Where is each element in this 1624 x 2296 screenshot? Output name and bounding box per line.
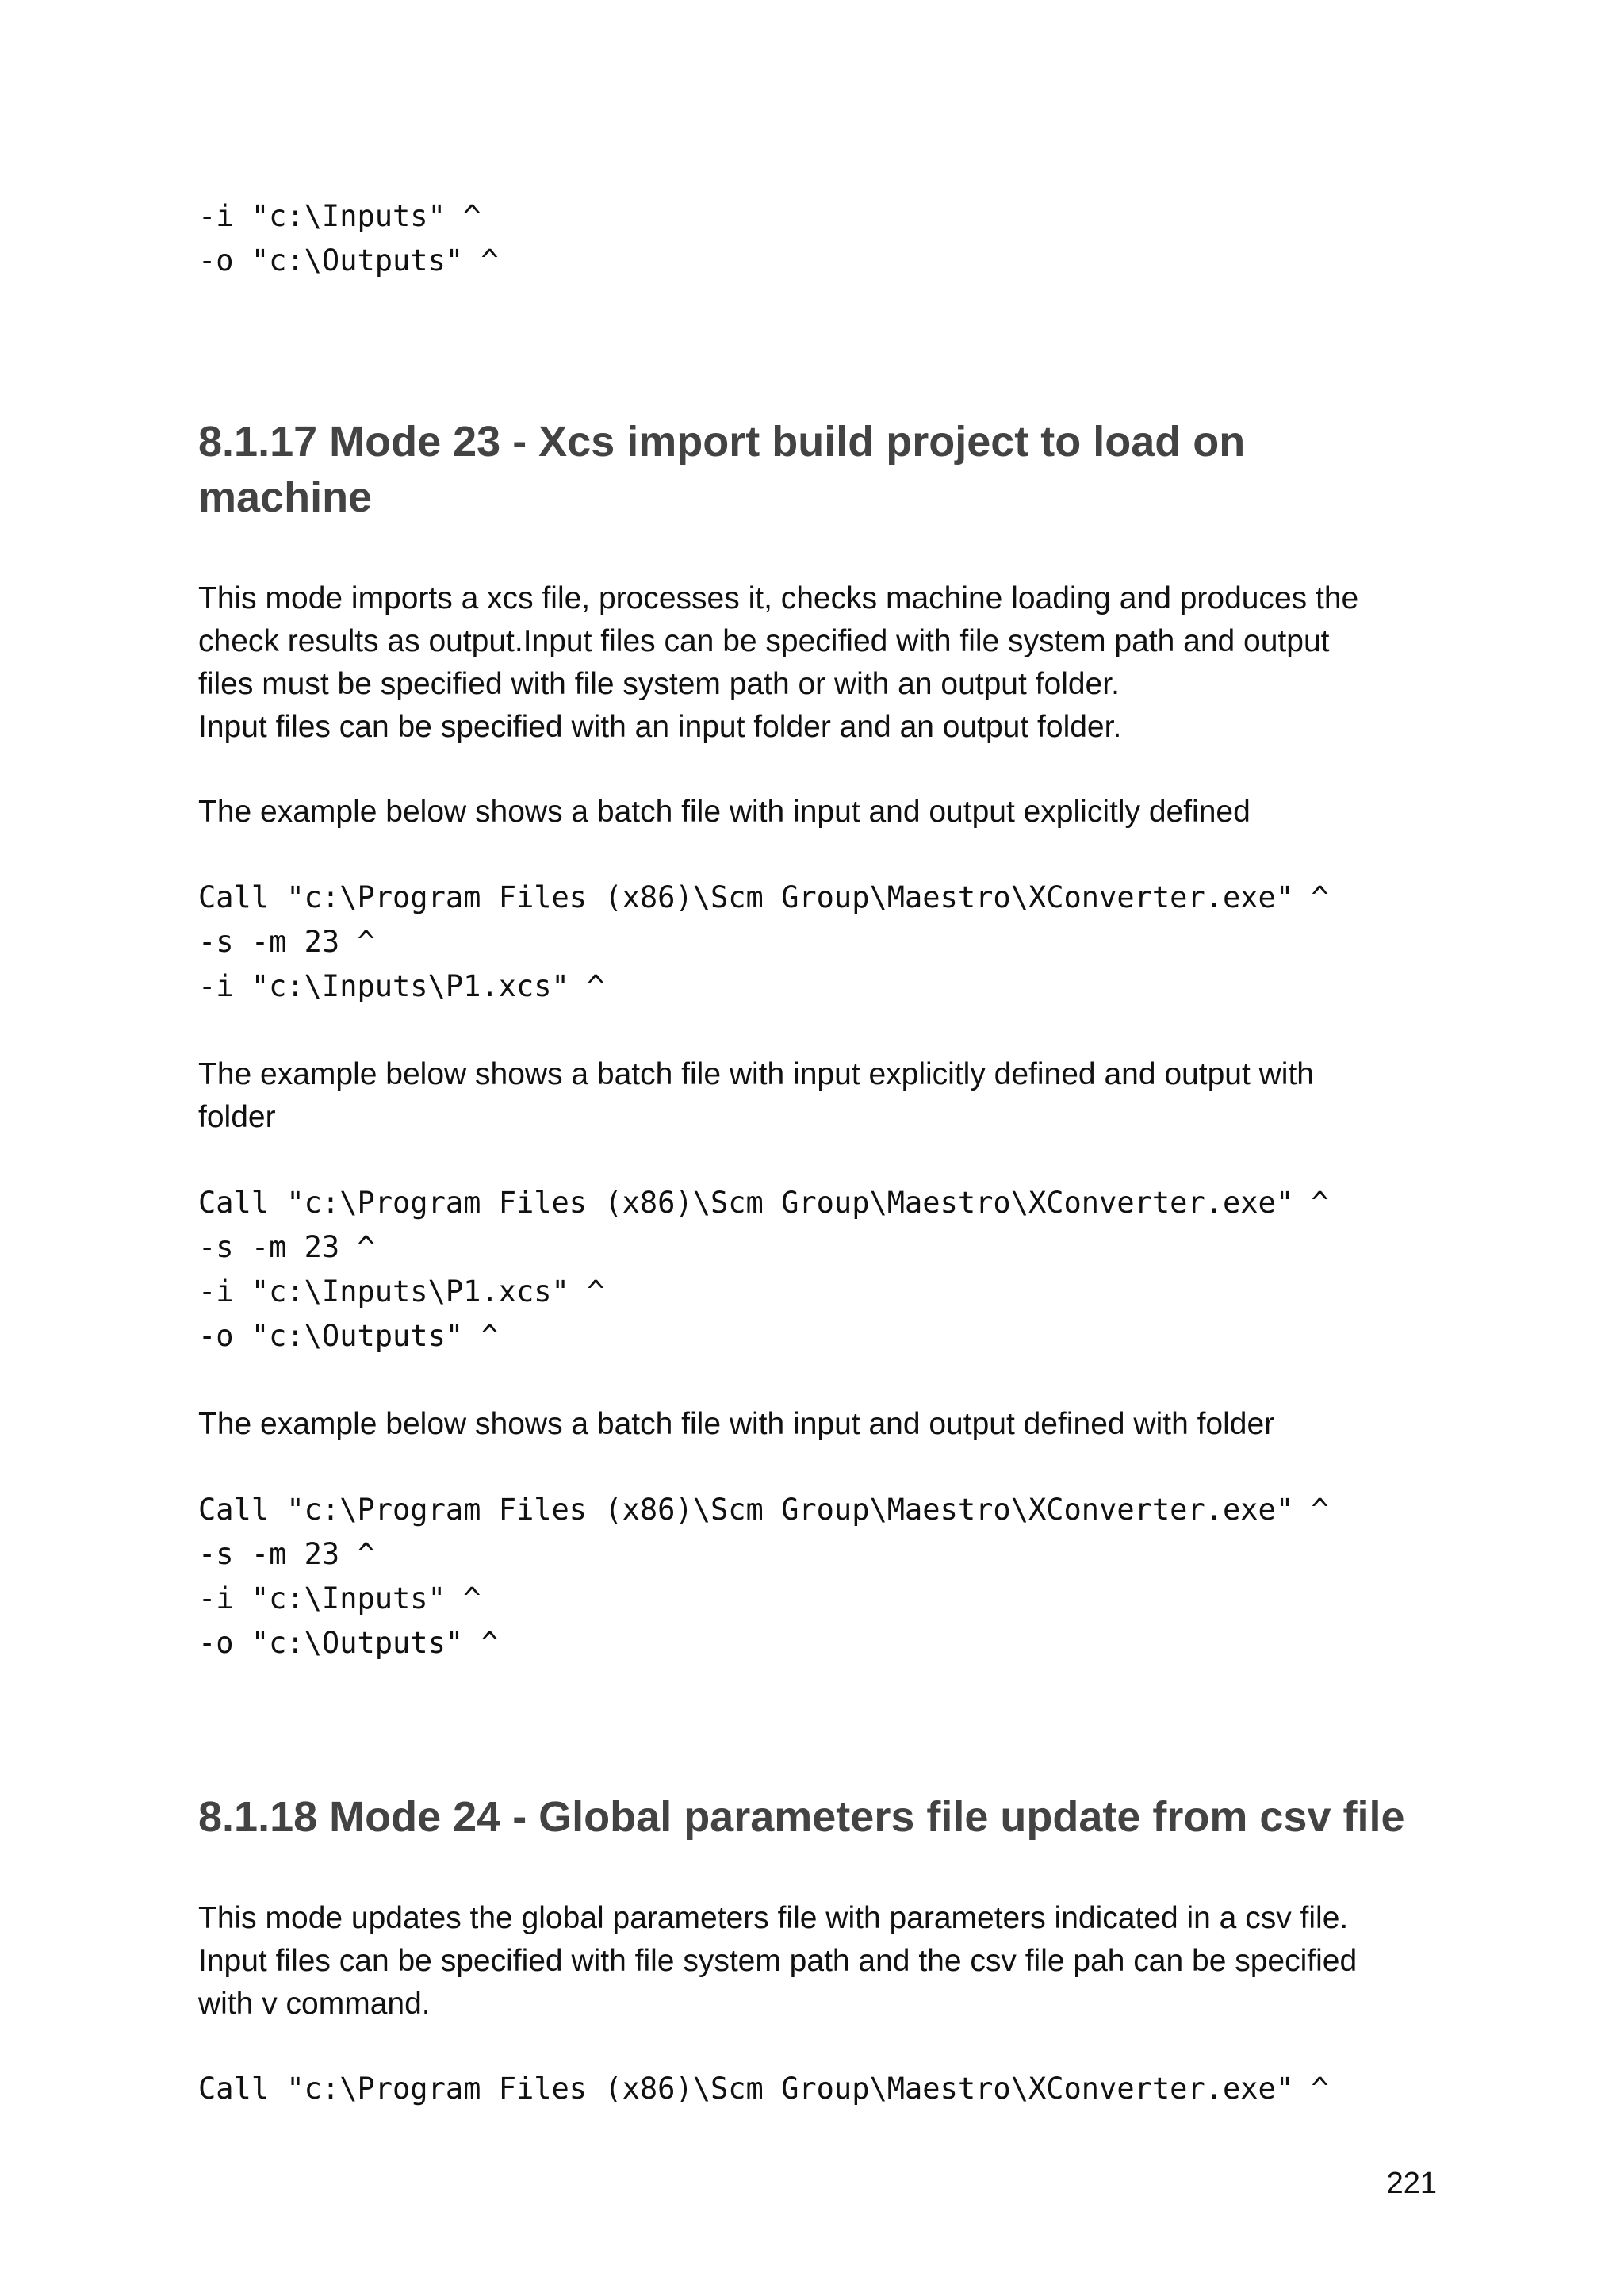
- paragraph-line: This mode imports a xcs file, processes it, checks machine loading and produces the: [198, 581, 1359, 615]
- code-line: Call "c:\Program Files (x86)\Scm Group\Maestro\XConverter.exe" ^: [198, 2072, 1329, 2106]
- section-heading-8-1-17: [198, 414, 1451, 525]
- paragraph-line: The example below shows a batch file with input and output explicitly defined: [198, 795, 1251, 829]
- code-block-example1: [198, 876, 1329, 1009]
- example3-intro: [198, 1403, 1451, 1446]
- paragraph-line: The example below shows a batch file with input explicitly defined and output with: [198, 1057, 1314, 1091]
- code-block-example2: [198, 1181, 1329, 1359]
- section-heading-8-1-18: [198, 1789, 1451, 1845]
- paragraph-line: The example below shows a batch file with input and output defined with folder: [198, 1407, 1275, 1441]
- section-8-1-18-description: [198, 1897, 1451, 2026]
- paragraph-line: files must be specified with file system path or with an output folder.: [198, 667, 1120, 701]
- paragraph-line: with v command.: [198, 1987, 431, 2021]
- code-block-top: [198, 194, 499, 283]
- paragraph-line: Input files can be specified with file system path and the csv file pah can be specified: [198, 1944, 1358, 1978]
- heading-line: 8.1.18 Mode 24 - Global parameters file update from csv file: [198, 1793, 1405, 1841]
- paragraph-line: check results as output.Input files can be specified with file system path and output: [198, 624, 1330, 658]
- code-line: -o "c:\Outputs" ^: [198, 1319, 499, 1353]
- paragraph-line: folder: [198, 1100, 276, 1134]
- code-line: -i "c:\Inputs" ^: [198, 199, 481, 233]
- code-line: -o "c:\Outputs" ^: [198, 1626, 499, 1660]
- paragraph-line: Input files can be specified with an input folder and an output folder.: [198, 710, 1122, 744]
- code-line: -i "c:\Inputs\P1.xcs" ^: [198, 1274, 605, 1309]
- code-block-section-8-1-18: [198, 2067, 1329, 2111]
- code-line: -i "c:\Inputs" ^: [198, 1581, 481, 1616]
- code-block-example3: [198, 1488, 1329, 1665]
- example2-intro: [198, 1053, 1451, 1139]
- example1-intro: [198, 791, 1451, 834]
- heading-line: machine: [198, 473, 373, 521]
- code-line: Call "c:\Program Files (x86)\Scm Group\Maestro\XConverter.exe" ^: [198, 1186, 1329, 1220]
- code-line: Call "c:\Program Files (x86)\Scm Group\Maestro\XConverter.exe" ^: [198, 1493, 1329, 1527]
- code-line: -s -m 23 ^: [198, 925, 375, 959]
- code-line: -s -m 23 ^: [198, 1230, 375, 1264]
- section-8-1-17-description: [198, 577, 1451, 749]
- code-line: -s -m 23 ^: [198, 1537, 375, 1571]
- code-line: -i "c:\Inputs\P1.xcs" ^: [198, 969, 605, 1003]
- heading-line: 8.1.17 Mode 23 - Xcs import build project to load on: [198, 418, 1246, 466]
- paragraph-line: This mode updates the global parameters file with parameters indicated in a csv file.: [198, 1901, 1349, 1935]
- page-number: 221: [1386, 2167, 1437, 2200]
- code-line: Call "c:\Program Files (x86)\Scm Group\Maestro\XConverter.exe" ^: [198, 880, 1329, 914]
- code-line: -o "c:\Outputs" ^: [198, 243, 499, 278]
